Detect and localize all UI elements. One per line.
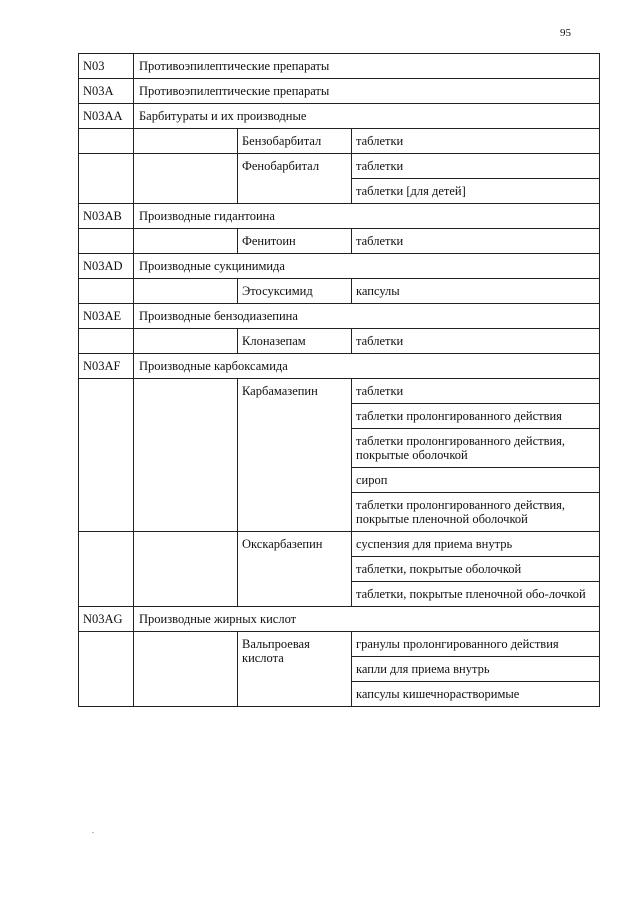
- drug-form-row: [79, 279, 600, 304]
- empty-code-cell: [79, 379, 134, 532]
- dosage-form-cell: капсулы кишечнорастворимые: [352, 682, 600, 707]
- empty-group-cell: [134, 379, 238, 532]
- drug-name-cell: Бензобарбитал: [238, 129, 352, 154]
- atc-group-name-cell: Производные гидантоина: [134, 204, 600, 229]
- empty-code-cell: [79, 229, 134, 254]
- atc-code-cell: N03: [79, 54, 134, 79]
- dosage-form-cell: гранулы пролонгированного действия: [352, 632, 600, 657]
- empty-code-cell: [79, 129, 134, 154]
- dosage-form-cell: таблетки, покрытые пленочной обо-лочкой: [352, 582, 600, 607]
- drug-form-row: [79, 379, 600, 404]
- atc-group-name-cell: Барбитураты и их производные: [134, 104, 600, 129]
- group-row: [79, 304, 600, 329]
- atc-code-cell: N03AB: [79, 204, 134, 229]
- dosage-form-cell: таблетки: [352, 329, 600, 354]
- empty-code-cell: [79, 279, 134, 304]
- dosage-form-cell: таблетки: [352, 129, 600, 154]
- drug-name-cell: Клоназепам: [238, 329, 352, 354]
- atc-group-name-cell: Производные жирных кислот: [134, 607, 600, 632]
- dosage-form-cell: таблетки пролонгированного действия, покрытые пленочной оболочкой: [352, 493, 600, 532]
- atc-code-cell: N03AF: [79, 354, 134, 379]
- atc-code-cell: N03AE: [79, 304, 134, 329]
- drug-name-cell: Этосуксимид: [238, 279, 352, 304]
- empty-code-cell: [79, 632, 134, 707]
- empty-group-cell: [134, 532, 238, 607]
- drug-form-row: [79, 229, 600, 254]
- atc-group-name-cell: Производные карбоксамида: [134, 354, 600, 379]
- drug-name-cell: Фенобарбитал: [238, 154, 352, 204]
- dosage-form-cell: таблетки пролонгированного действия, покрытые оболочкой: [352, 429, 600, 468]
- group-row: [79, 79, 600, 104]
- drug-name-cell: Окскарбазепин: [238, 532, 352, 607]
- drug-form-row: [79, 329, 600, 354]
- dosage-form-cell: таблетки: [352, 379, 600, 404]
- dosage-form-cell: капли для приема внутрь: [352, 657, 600, 682]
- group-row: [79, 607, 600, 632]
- dosage-form-cell: таблетки, покрытые оболочкой: [352, 557, 600, 582]
- dosage-form-cell: таблетки: [352, 154, 600, 179]
- atc-group-name-cell: Производные сукцинимида: [134, 254, 600, 279]
- drug-name-cell: Карбамазепин: [238, 379, 352, 532]
- empty-group-cell: [134, 329, 238, 354]
- empty-group-cell: [134, 154, 238, 204]
- dosage-form-cell: сироп: [352, 468, 600, 493]
- empty-code-cell: [79, 329, 134, 354]
- drug-form-row: [79, 632, 600, 657]
- scan-speck: [92, 832, 94, 833]
- drug-classification-table: [78, 53, 600, 707]
- group-row: [79, 354, 600, 379]
- atc-code-cell: N03AA: [79, 104, 134, 129]
- group-row: [79, 54, 600, 79]
- group-row: [79, 104, 600, 129]
- drug-name-cell: Вальпроевая кислота: [238, 632, 352, 707]
- empty-group-cell: [134, 632, 238, 707]
- empty-code-cell: [79, 532, 134, 607]
- empty-group-cell: [134, 229, 238, 254]
- atc-group-name-cell: Противоэпилептические препараты: [134, 54, 600, 79]
- atc-group-name-cell: Противоэпилептические препараты: [134, 79, 600, 104]
- drug-form-row: [79, 154, 600, 179]
- page-number: 95: [560, 27, 571, 39]
- empty-code-cell: [79, 154, 134, 204]
- atc-code-cell: N03AD: [79, 254, 134, 279]
- dosage-form-cell: таблетки [для детей]: [352, 179, 600, 204]
- dosage-form-cell: таблетки: [352, 229, 600, 254]
- empty-group-cell: [134, 129, 238, 154]
- group-row: [79, 254, 600, 279]
- atc-group-name-cell: Производные бензодиазепина: [134, 304, 600, 329]
- empty-group-cell: [134, 279, 238, 304]
- dosage-form-cell: капсулы: [352, 279, 600, 304]
- atc-code-cell: N03AG: [79, 607, 134, 632]
- group-row: [79, 204, 600, 229]
- dosage-form-cell: таблетки пролонгированного действия: [352, 404, 600, 429]
- atc-code-cell: N03A: [79, 79, 134, 104]
- drug-form-row: [79, 532, 600, 557]
- drug-name-cell: Фенитоин: [238, 229, 352, 254]
- drug-form-row: [79, 129, 600, 154]
- dosage-form-cell: суспензия для приема внутрь: [352, 532, 600, 557]
